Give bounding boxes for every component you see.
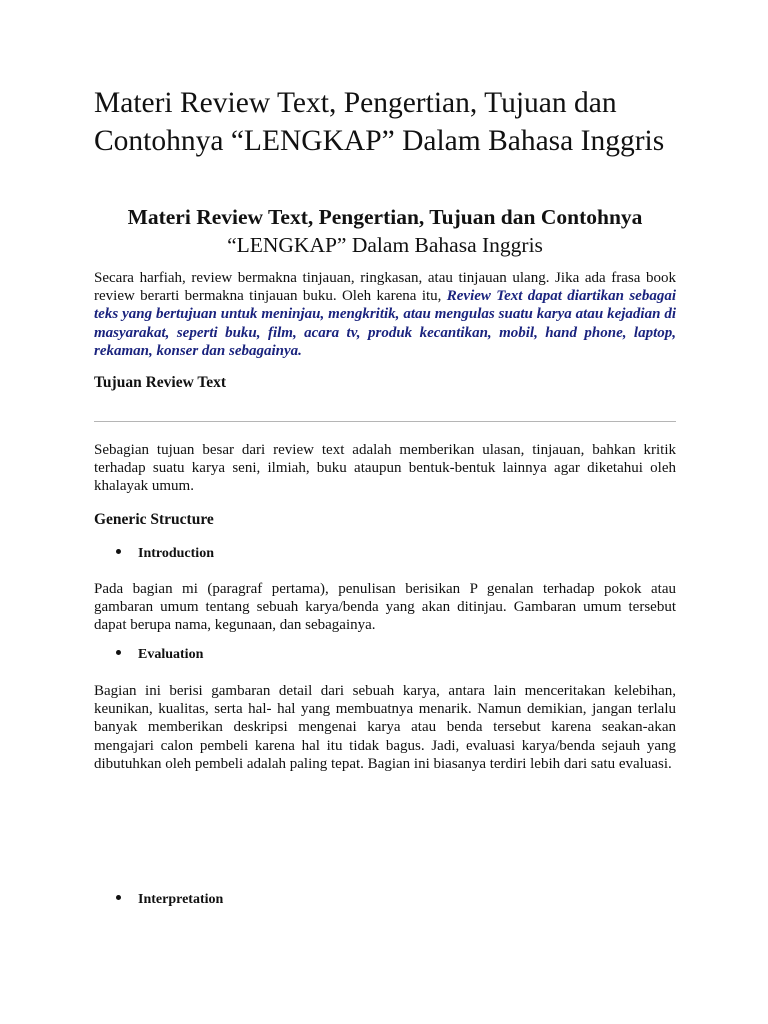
introduction-paragraph: Pada bagian mi (paragraf pertama), penulisan berisikan P genalan terhadap pokok atau gambaran umum tentang sebuah karya/benda yang akan ditinjau. Gambaran umum tersebut dapat berupa nama, kegunaan, dan sebagainya. [94,581,676,634]
intro-paragraph [94,269,676,360]
introduction-label: Introduction [138,546,214,561]
intro-emphasis-text: Review Text dapat diartikan sebagai teks yang bertujuan untuk meninjau, mengkritik, atau mengulas suatu karya atau kejadian di masyarakat, seperti buku, film, acara tv, produk kecantikan, mobil, hand phone, laptop, rekaman, konser dan sebagainya. [94,288,676,359]
subtitle-line-1: Materi Review Text, Pengertian, Tujuan dan Contohnya [127,205,643,229]
document-subtitle [94,203,676,259]
bullet-dot-icon [116,895,121,900]
evaluation-label: Evaluation [138,647,204,662]
document-title: Materi Review Text, Pengertian, Tujuan dan Contohnya “LENGKAP” Dalam Bahasa Inggris [94,87,665,157]
bullet-interpretation [116,892,223,908]
bullet-evaluation [116,647,203,663]
tujuan-heading: Tujuan Review Text [94,374,227,391]
tujuan-paragraph: Sebagian tujuan besar dari review text adalah memberikan ulasan, tinjauan, bahkan kritik terhadap suatu karya seni, ilmiah, buku ataupun bentuk-bentuk lainnya agar diketahui oleh khalayak umum. [94,442,676,495]
subtitle-line-2: “LENGKAP” Dalam Bahasa Inggris [227,233,543,257]
evaluation-paragraph: Bagian ini berisi gambaran detail dari sebuah karya, antara lain menceritakan kelebihan, keunikan, kualitas, serta hal- hal yang membuatnya menarik. Namun demikian, jangan terlalu banyak memberikan deskripsi mengenai karya atau benda tersebut karena seakan-akan mengajari calon pembeli karena hal itu tidak bagus. Jadi, evaluasi karya/benda sejauh yang dibutuhkan oleh pembeli adalah paling tepat. Bagian ini biasanya terdiri lebih dari satu evaluasi. [94,683,676,772]
bullet-dot-icon [116,650,121,655]
bullet-dot-icon [116,549,121,554]
bullet-introduction [116,546,214,562]
intro-plain-text: Secara harfiah, review bermakna tinjauan, ringkasan, atau tinjauan ulang. Jika ada frasa book review berarti bermakna tinjauan buku. Oleh karena itu, [94,270,676,305]
generic-structure-heading: Generic Structure [94,511,214,528]
section-divider [94,421,676,422]
interpretation-label: Interpretation [138,892,224,907]
